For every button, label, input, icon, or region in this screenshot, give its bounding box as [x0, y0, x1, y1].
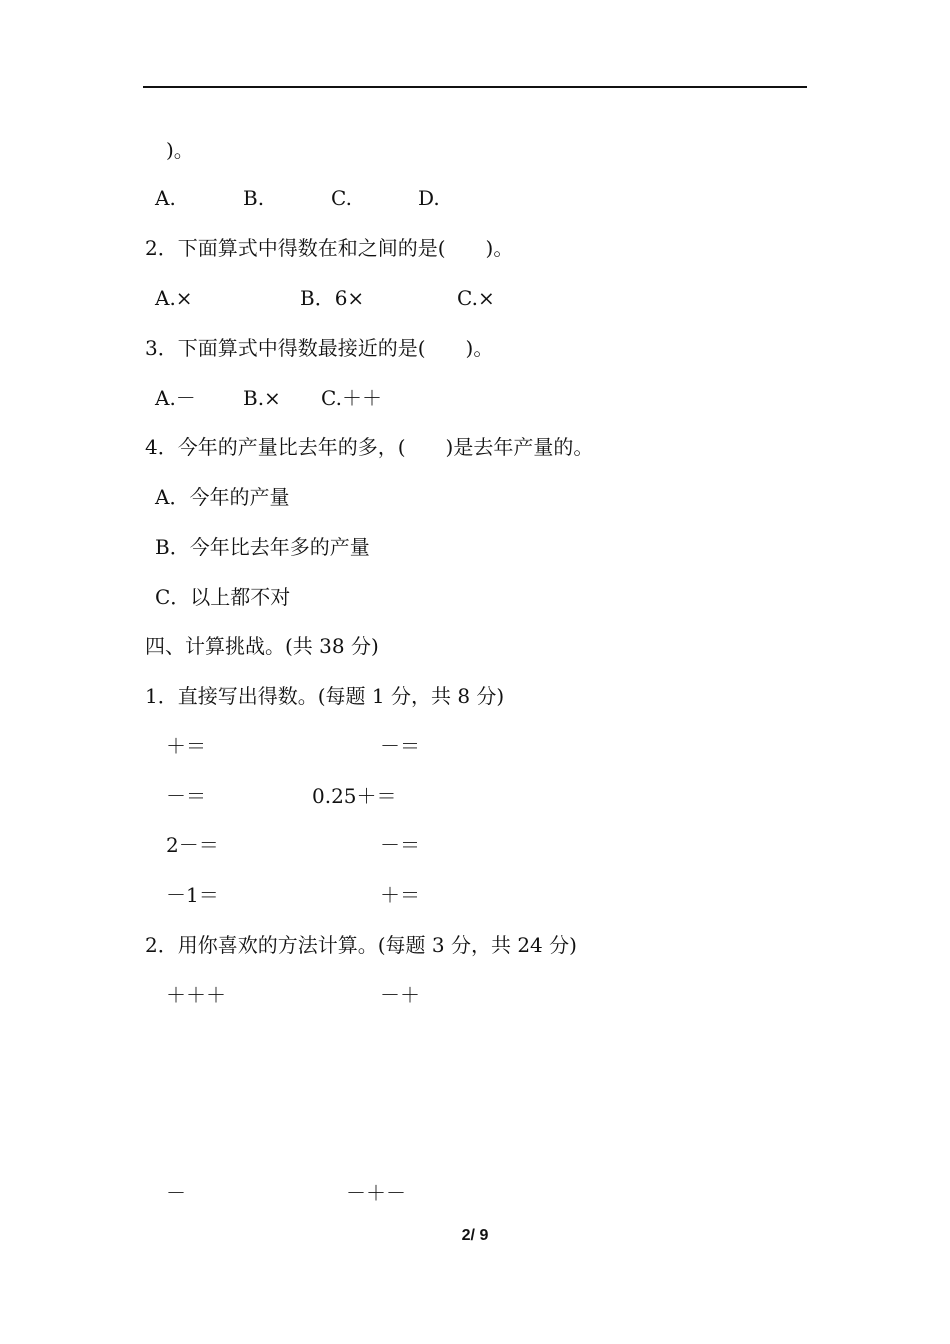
part2-instruction: 2．用你喜欢的方法计算。(每题 3 分，共 24 分) — [145, 933, 577, 957]
calc-item: －＝ — [380, 833, 420, 857]
q2-option-b: B．6× — [300, 286, 365, 310]
q4-option-c: C．以上都不对 — [155, 585, 291, 609]
calc-item: －1＝ — [166, 883, 219, 907]
calc-item: －＋ — [380, 983, 420, 1007]
calc-item: －＝ — [166, 784, 206, 808]
calc-item: － — [166, 1181, 186, 1205]
q4-prompt: 4．今年的产量比去年的多，( )是去年产量的。 — [145, 435, 594, 459]
calc-item: ＋＋＋ — [166, 983, 226, 1007]
calc-item: ＋＝ — [166, 734, 206, 758]
q1-option-c: C. — [331, 186, 352, 210]
part1-instruction: 1．直接写出得数。(每题 1 分，共 8 分) — [145, 684, 505, 708]
section-four-heading: 四、计算挑战。(共 38 分) — [145, 634, 379, 658]
q2-option-c: C.× — [457, 286, 495, 310]
q1-option-a: A. — [155, 186, 176, 210]
calc-item: 0.25＋＝ — [312, 784, 397, 808]
q2-option-a: A.× — [155, 286, 193, 310]
q1-option-d: D. — [418, 186, 440, 210]
calc-item: ＋＝ — [380, 883, 420, 907]
q3-option-b: B.× — [243, 386, 281, 410]
calc-item: 2－＝ — [166, 833, 219, 857]
q3-option-c: C.＋＋ — [321, 386, 382, 410]
calc-item: －＋－ — [346, 1181, 406, 1205]
q4-option-a: A．今年的产量 — [155, 485, 290, 509]
q3-prompt: 3．下面算式中得数最接近的是( )。 — [145, 336, 494, 360]
q2-prompt: 2．下面算式中得数在和之间的是( )。 — [145, 236, 514, 260]
q4-option-b: B．今年比去年多的产量 — [155, 535, 370, 559]
q3-option-a: A.－ — [155, 386, 196, 410]
calc-item: －＝ — [380, 734, 420, 758]
q1-tail: )。 — [166, 138, 194, 162]
q1-option-b: B. — [243, 186, 265, 210]
page-number: 2/ 9 — [461, 1227, 489, 1244]
header-rule — [143, 86, 807, 88]
